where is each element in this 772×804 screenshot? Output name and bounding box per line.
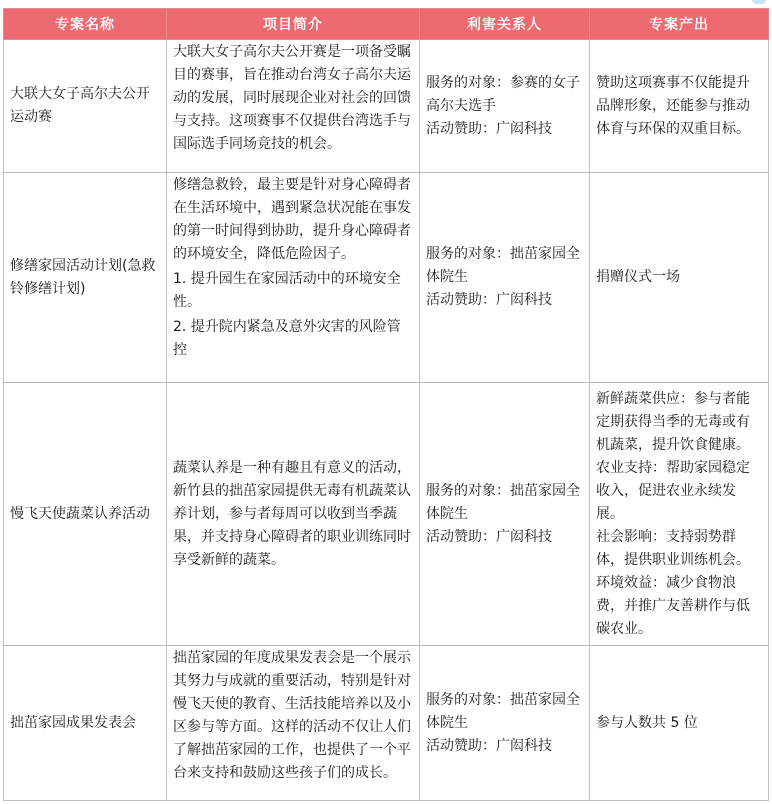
project-name-cell: 修缮家园活动计划(急救铃修缮计划) bbox=[4, 173, 167, 383]
stakeholders-cell bbox=[420, 646, 590, 801]
output-item: 捐赠仪式一场 bbox=[596, 269, 680, 285]
header-project-name: 专案名称 bbox=[4, 9, 167, 40]
intro-paragraph: 拙茁家园的年度成果发表会是一个展示其努力与成就的重要活动，特别是针对慢飞天使的教育、生活技能培养以及小区参与等方面。这样的活动不仅让人们了解拙茁家园的工作，也提供了一个平台来支持和鼓励这些孩子们的成长。 bbox=[173, 650, 411, 781]
table-header-row bbox=[4, 9, 769, 40]
intro-paragraph: 大联大女子高尔夫公开赛是一项备受瞩目的赛事，旨在推动台湾女子高尔夫运动的发展，同时展现企业对社会的回馈与支持。这项赛事不仅提供台湾选手与国际选手同场竞技的机会。 bbox=[173, 44, 411, 152]
stakeholder-sponsor: 活动赞助：广闳科技 bbox=[426, 528, 552, 545]
stakeholders-cell bbox=[420, 383, 590, 646]
stakeholder-served: 服务的对象：拙茁家园全体院生 bbox=[426, 691, 580, 731]
output-item: 环境效益：减少食物浪费，并推广友善耕作与低碳农业。 bbox=[596, 574, 750, 637]
stakeholders-cell bbox=[420, 40, 590, 173]
stakeholders-cell bbox=[420, 173, 590, 383]
output-item: 赞助这项赛事不仅能提升品牌形象，还能参与推动体育与环保的双重目标。 bbox=[596, 74, 750, 137]
corner-decoration bbox=[752, 0, 766, 4]
output-item: 参与人数共 5 位 bbox=[596, 714, 698, 731]
output-item: 农业支持：帮助家园稳定收入，促进农业永续发展。 bbox=[596, 459, 750, 522]
stakeholder-served: 服务的对象：拙茁家园全体院生 bbox=[426, 246, 580, 285]
project-name-cell: 拙茁家园成果发表会 bbox=[4, 646, 167, 801]
project-intro-cell bbox=[167, 173, 420, 383]
intro-paragraph: 修缮急救铃，最主要是针对身心障碍者在生活环境中，遇到紧急状况能在事发的第一时间得到协助，提升身心障碍者的环境安全，降低危险因子。 bbox=[173, 177, 411, 262]
stakeholder-served: 服务的对象：参赛的女子高尔夫选手 bbox=[426, 74, 580, 114]
header-project-intro: 项目简介 bbox=[167, 9, 420, 40]
stakeholder-sponsor: 活动赞助：广闳科技 bbox=[426, 737, 552, 754]
output-cell bbox=[590, 383, 769, 646]
table-row bbox=[4, 383, 769, 646]
project-intro-cell bbox=[167, 646, 420, 801]
intro-paragraph: 蔬菜认养是一种有趣且有意义的活动，新竹县的拙茁家园提供无毒有机蔬菜认养计划，参与者每周可以收到当季蔬果，并支持身心障碍者的职业训练同时享受新鲜的蔬菜。 bbox=[173, 459, 411, 568]
stakeholder-sponsor: 活动赞助：广闳科技 bbox=[426, 292, 552, 308]
project-intro-cell bbox=[167, 383, 420, 646]
output-item: 社会影响：支持弱势群体，提供职业训练机会。 bbox=[596, 528, 750, 568]
output-cell bbox=[590, 40, 769, 173]
project-name-cell: 慢飞天使蔬菜认养活动 bbox=[4, 383, 167, 646]
project-table bbox=[3, 8, 769, 801]
table-row bbox=[4, 40, 769, 173]
header-stakeholders: 利害关系人 bbox=[420, 9, 590, 40]
stakeholder-served: 服务的对象：拙茁家园全体院生 bbox=[426, 482, 580, 522]
output-item: 新鲜蔬菜供应：参与者能定期获得当季的无毒或有机蔬菜，提升饮食健康。 bbox=[596, 390, 750, 453]
stakeholder-sponsor: 活动赞助：广闳科技 bbox=[426, 120, 552, 137]
output-cell bbox=[590, 173, 769, 383]
intro-list-item: 2. 提升院内紧急及意外灾害的风险管控 bbox=[173, 319, 401, 358]
output-cell bbox=[590, 646, 769, 801]
table-row bbox=[4, 173, 769, 383]
project-name-cell: 大联大女子高尔夫公开运动赛 bbox=[4, 40, 167, 173]
intro-list-item: 1. 提升园生在家园活动中的环境安全性。 bbox=[173, 271, 401, 310]
header-project-output: 专案产出 bbox=[590, 9, 769, 40]
project-intro-cell bbox=[167, 40, 420, 173]
table-row bbox=[4, 646, 769, 801]
